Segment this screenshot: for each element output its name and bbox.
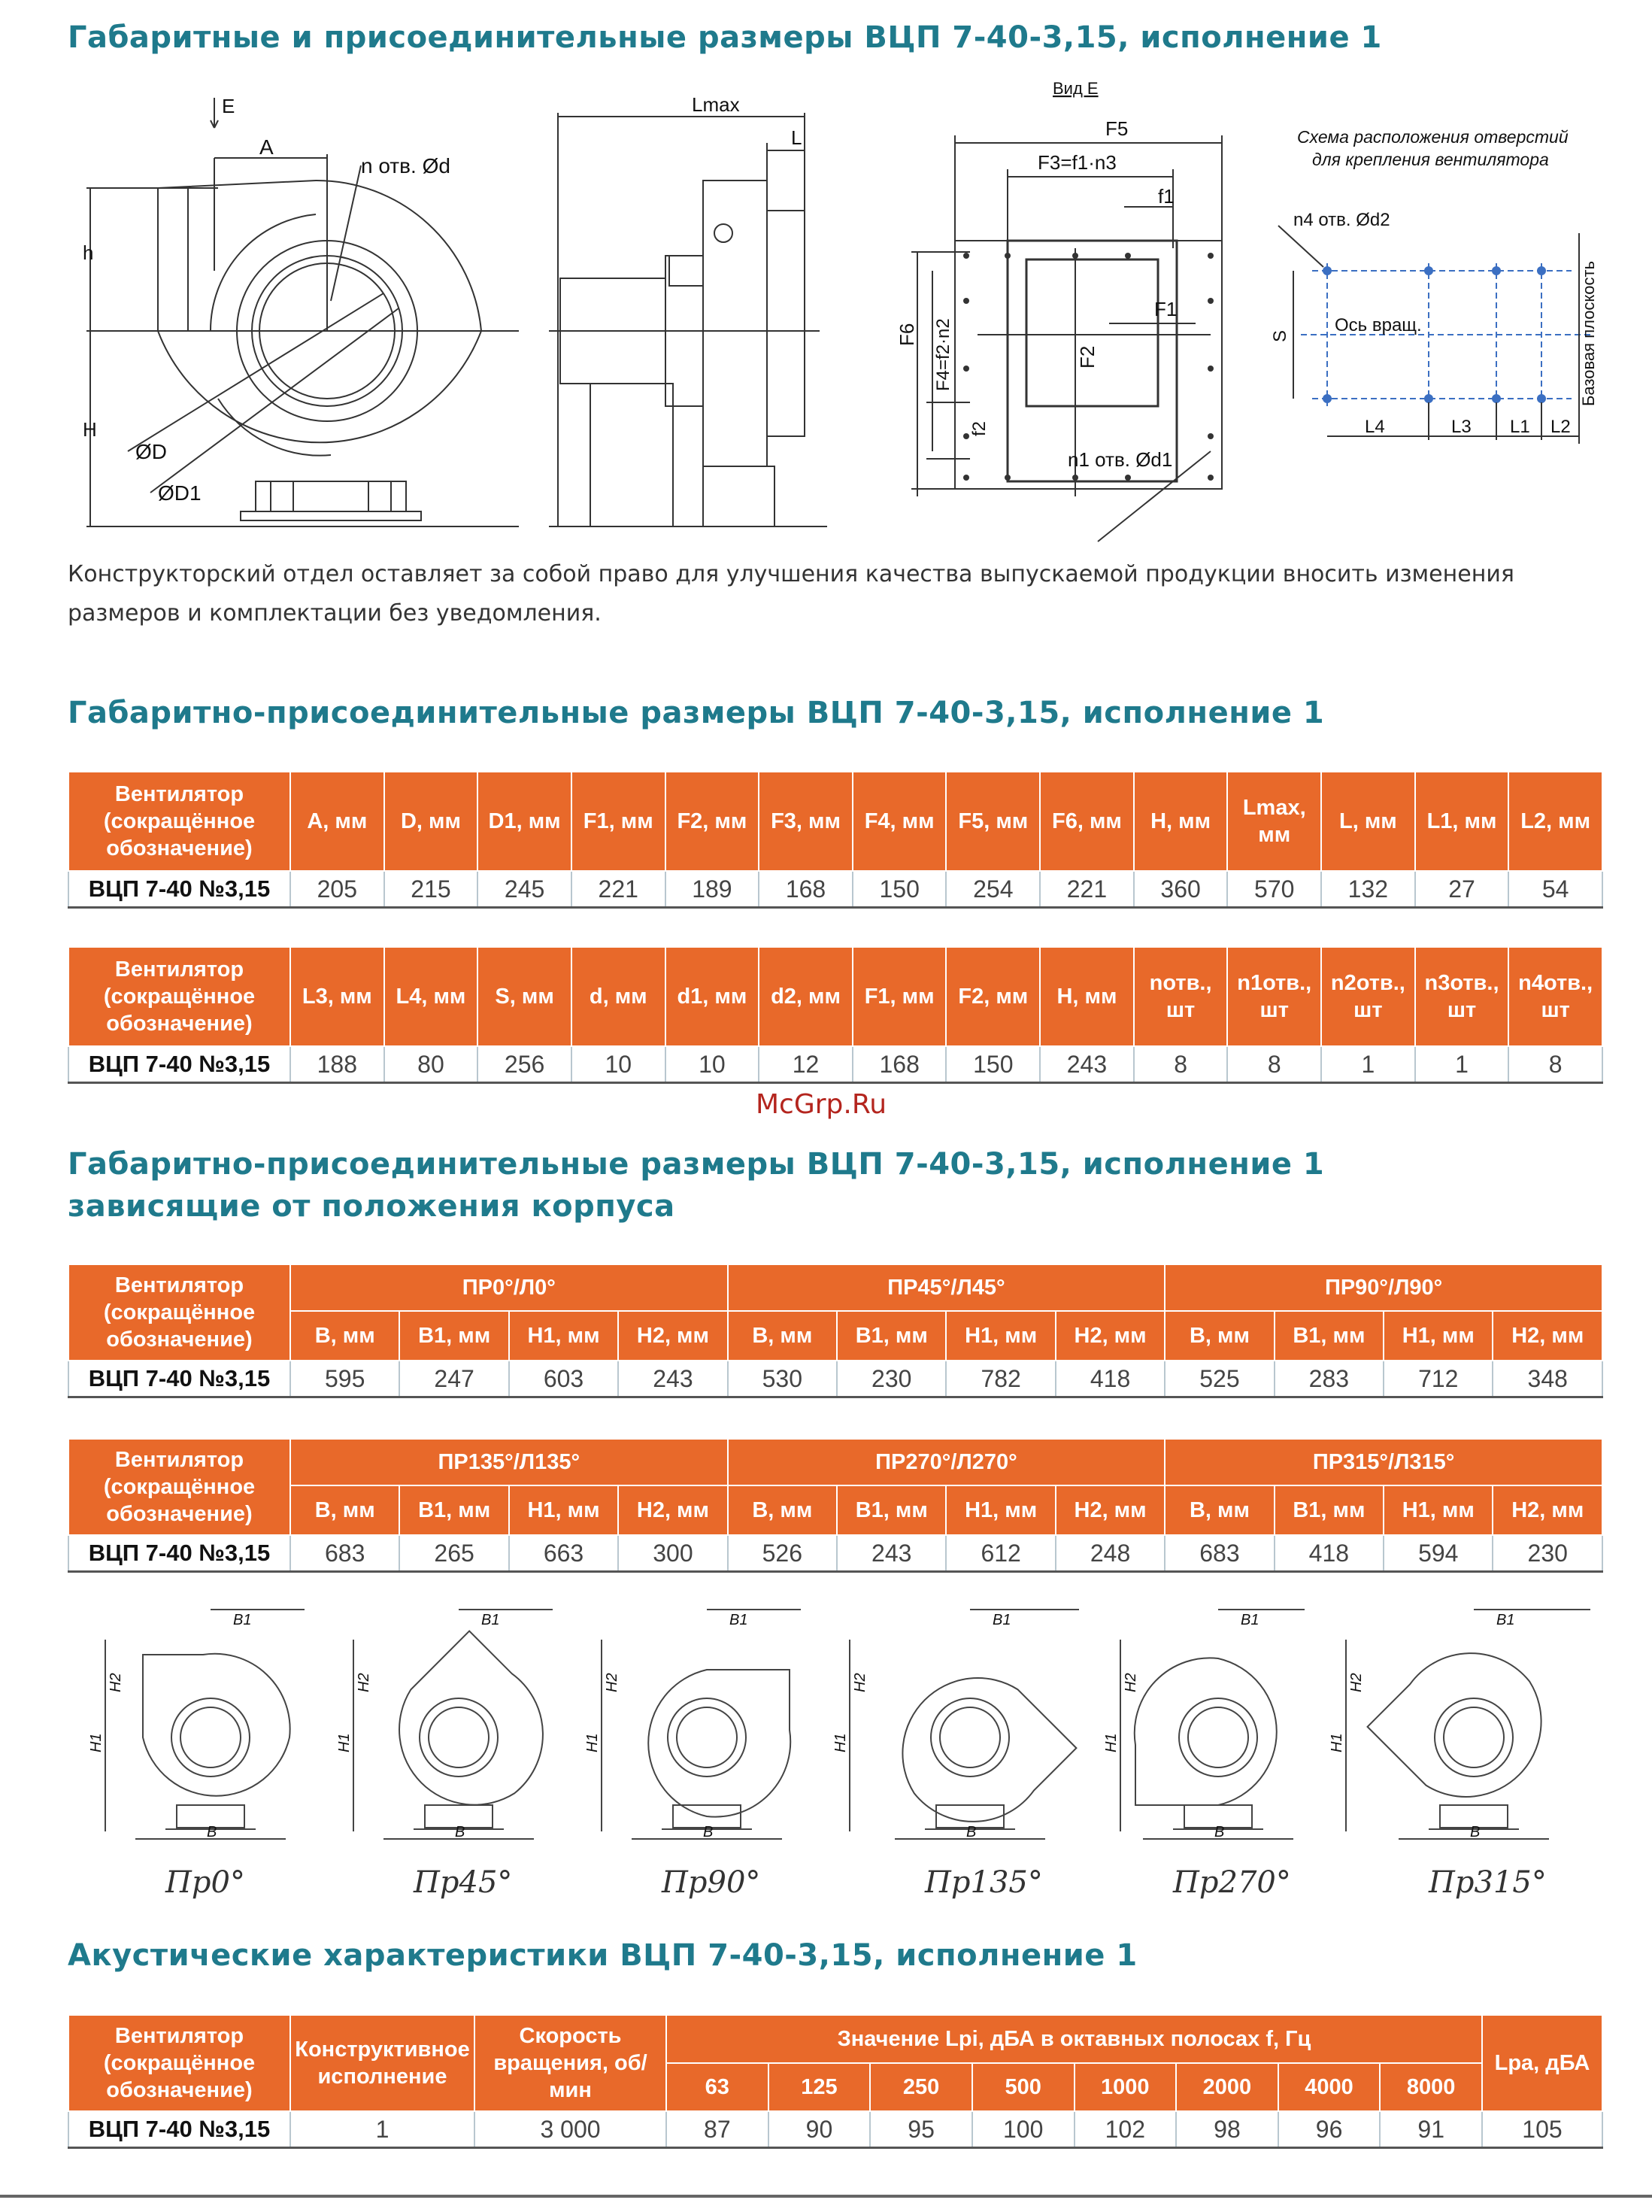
table-header-row [68,1311,1602,1361]
n4-holes-label: n4 отв. Ød2 [1293,210,1390,230]
disclaimer-note: Конструкторский отдел оставляет за собой право для улучшения качества выпускаемой продукции вносить изменения размеров и комплектации без уведомления. [68,561,1514,627]
cell-value: 8 [1227,1046,1321,1083]
fan-side-drawing [549,90,835,549]
cell-value: 168 [853,1046,947,1083]
position-drawing [1105,1602,1316,1850]
cell-value: 254 [946,871,1040,908]
cell-value: 683 [290,1535,399,1572]
cell-value: 243 [837,1535,946,1572]
lmax-label: Lmax [692,93,740,116]
cell-fan-name: ВЦП 7-40 №3,15 [68,1046,290,1083]
h2-label: H2 [604,1673,620,1692]
col-header: n3отв., шт [1415,947,1509,1046]
a-label: A [259,135,274,159]
col-header: B1, мм [1275,1311,1384,1361]
col-speed: Скорость вращения, об/мин [474,2015,666,2111]
col-lpa: Lpa, дБА [1482,2015,1602,2111]
col-frequency: 500 [972,2063,1075,2111]
cell-value: 96 [1278,2111,1381,2148]
cell-lpa: 105 [1482,2111,1602,2148]
l1-label: L1 [1510,417,1530,437]
col-header: H1, мм [1384,1311,1493,1361]
table-header-row [68,947,1602,1046]
col-header: H1, мм [509,1485,618,1535]
cell-value: 243 [1040,1046,1134,1083]
scheme-title-2: для крепления вентилятора [1312,150,1549,169]
h2-label: H2 [356,1673,372,1692]
cell-value: 221 [571,871,665,908]
position-drawing [90,1602,316,1850]
acoustic-table [68,2014,1603,2149]
cell-value: 10 [571,1046,665,1083]
col-header: F2, мм [665,772,759,871]
cell-value: 530 [728,1361,837,1397]
h1-label: H1 [832,1733,849,1752]
h-label: h [83,241,94,264]
F4-label: F4=f2·n2 [933,318,953,391]
cell-value: 603 [509,1361,618,1397]
dimensions-table-2 [68,946,1603,1084]
col-fan-name: Вентилятор (сокращённое обозначение) [68,772,290,871]
position-drawing [832,1602,1090,1850]
col-header: H1, мм [509,1311,618,1361]
bottom-divider [0,2195,1652,2198]
b1-label: B1 [1241,1612,1259,1628]
cell-value: 98 [1176,2111,1278,2148]
cell-value: 283 [1275,1361,1384,1397]
cell-value: 1 [1415,1046,1509,1083]
position-table-1 [68,1264,1603,1398]
cell-value: 100 [972,2111,1075,2148]
col-frequency: 250 [870,2063,972,2111]
col-group-position: ПР315°/Л315° [1165,1439,1602,1485]
d1-label: ØD1 [158,481,202,505]
col-execution: Конструктивное исполнение [290,2015,474,2111]
col-header: H1, мм [946,1311,1055,1361]
cell-value: 150 [853,871,947,908]
col-frequency: 1000 [1075,2063,1177,2111]
table-group-row [68,1439,1602,1485]
cell-value: 80 [384,1046,478,1083]
f5-label: F5 [1105,117,1129,140]
cell-value: 245 [477,871,571,908]
col-fan-name: Вентилятор (сокращённое обозначение) [68,1264,290,1361]
table-group-row [68,1264,1602,1311]
cell-value: 782 [946,1361,1055,1397]
f2-small-label: f2 [969,420,990,436]
col-header: B, мм [728,1485,837,1535]
b-label: B [1214,1824,1225,1840]
col-frequency: 2000 [1176,2063,1278,2111]
cell-value: 712 [1384,1361,1493,1397]
position-caption: Пр90° [662,1865,761,1900]
cell-value: 168 [759,871,853,908]
h1-label: H1 [1103,1733,1120,1752]
cell-value: 87 [666,2111,768,2148]
cell-value: 525 [1165,1361,1274,1397]
col-header: Lmax, мм [1227,772,1321,871]
col-header: B1, мм [837,1311,946,1361]
view-e-label: Вид Е [1053,79,1099,98]
cell-value: 54 [1508,871,1602,908]
col-header: B, мм [728,1311,837,1361]
col-header: H, мм [1134,772,1228,871]
col-fan-name: Вентилятор (сокращённое обозначение) [68,947,290,1046]
cell-value: 265 [399,1535,508,1572]
table-header-row [68,772,1602,871]
position-drawing [584,1602,812,1850]
cell-value: 189 [665,871,759,908]
cell-value: 612 [946,1535,1055,1572]
cell-value: 256 [477,1046,571,1083]
col-header: A, мм [290,772,384,871]
table-row [68,1535,1602,1572]
position-caption: Пр315° [1429,1865,1547,1900]
col-header: n1отв., шт [1227,947,1321,1046]
cell-value: 27 [1415,871,1509,908]
col-header: H, мм [1040,947,1134,1046]
n1-holes-label: n1 отв. Ød1 [1068,448,1173,471]
col-fan-name: Вентилятор (сокращённое обозначение) [68,1439,290,1535]
col-header: F5, мм [946,772,1040,871]
position-table-2 [68,1438,1603,1573]
cell-value: 8 [1134,1046,1228,1083]
col-frequency: 125 [768,2063,871,2111]
col-header: H2, мм [1493,1485,1602,1535]
col-header: H1, мм [946,1485,1055,1535]
l-label: L [791,126,802,149]
cell-value: 300 [618,1535,727,1572]
col-frequency: 4000 [1278,2063,1381,2111]
h1-label: H1 [336,1733,353,1752]
b-label: B [966,1824,977,1840]
b1-label: B1 [729,1612,748,1628]
col-header: d2, мм [759,947,853,1046]
position-drawing [338,1602,564,1850]
col-group-position: ПР270°/Л270° [728,1439,1165,1485]
cell-value: 95 [870,2111,972,2148]
col-band-group: Значение Lpi, дБА в октавных полосах f, Гц [666,2015,1482,2063]
F1-label: F1 [1154,298,1178,320]
col-header: D, мм [384,772,478,871]
col-header: S, мм [477,947,571,1046]
col-header: B1, мм [1275,1485,1384,1535]
table-row [68,2111,1602,2148]
cell-value: 188 [290,1046,384,1083]
col-header: H2, мм [1056,1311,1165,1361]
col-header: B1, мм [399,1485,508,1535]
col-header: n4отв., шт [1508,947,1602,1046]
col-header: B, мм [1165,1485,1274,1535]
cell-value: 150 [946,1046,1040,1083]
cell-value: 1 [1321,1046,1415,1083]
cell-value: 663 [509,1535,618,1572]
col-frequency: 63 [666,2063,768,2111]
cell-value: 594 [1384,1535,1493,1572]
F2-label: F2 [1076,345,1099,369]
table-row [68,1046,1602,1083]
cell-execution: 1 [290,2111,474,2148]
h1-label: H1 [1329,1733,1345,1752]
col-header: d, мм [571,947,665,1046]
title-position-dims-sub: зависящие от положения корпуса [68,1189,675,1224]
cell-value: 595 [290,1361,399,1397]
axis-label: Ось вращ. [1335,315,1422,335]
col-header: F4, мм [853,772,947,871]
col-header: B1, мм [399,1311,508,1361]
col-header: n2отв., шт [1321,947,1415,1046]
cell-value: 132 [1321,871,1415,908]
position-caption: Пр135° [925,1865,1043,1900]
h1-label: H1 [584,1733,601,1752]
h2-label: H2 [852,1673,868,1692]
watermark: McGrp.Ru [756,1089,887,1120]
col-header: L1, мм [1415,772,1509,871]
cell-fan-name: ВЦП 7-40 №3,15 [68,2111,290,2148]
l3-label: L3 [1451,417,1472,437]
col-header: F2, мм [946,947,1040,1046]
cell-value: 230 [1493,1535,1602,1572]
col-header: H2, мм [618,1311,727,1361]
cell-fan-name: ВЦП 7-40 №3,15 [68,1535,290,1572]
title-acoustic: Акустические характеристики ВЦП 7-40-3,15, исполнение 1 [68,1938,1138,1973]
cell-value: 8 [1508,1046,1602,1083]
col-header: L4, мм [384,947,478,1046]
cell-value: 418 [1056,1361,1165,1397]
b1-label: B1 [481,1612,500,1628]
b-label: B [455,1824,465,1840]
b-label: B [703,1824,714,1840]
cell-value: 248 [1056,1535,1165,1572]
b1-label: B1 [233,1612,252,1628]
cell-value: 90 [768,2111,871,2148]
title-dimensions: Габаритные и присоединительные размеры ВЦП 7-40-3,15, исполнение 1 [68,20,1382,55]
col-fan-name: Вентилятор (сокращённое обозначение) [68,2015,290,2111]
title-connection-dims: Габаритно-присоединительные размеры ВЦП 7-40-3,15, исполнение 1 [68,696,1325,730]
h1-label: H1 [88,1733,105,1752]
col-header: F3, мм [759,772,853,871]
col-group-position: ПР90°/Л90° [1165,1264,1602,1311]
h2-label: H2 [1348,1673,1365,1692]
cell-value: 10 [665,1046,759,1083]
b-label: B [207,1824,217,1840]
cell-value: 418 [1275,1535,1384,1572]
title-position-dims: Габаритно-присоединительные размеры ВЦП 7-40-3,15, исполнение 1 [68,1147,1325,1182]
table-group-row [68,2015,1602,2063]
col-header: nотв., шт [1134,947,1228,1046]
base-plane-label: Базовая плоскость [1579,260,1598,406]
col-header: B1, мм [837,1485,946,1535]
cell-fan-name: ВЦП 7-40 №3,15 [68,871,290,908]
cell-value: 221 [1040,871,1134,908]
col-header: L, мм [1321,772,1415,871]
cell-value: 683 [1165,1535,1274,1572]
s-label: S [1270,329,1290,342]
cell-speed: 3 000 [474,2111,666,2148]
cell-value: 12 [759,1046,853,1083]
cell-value: 247 [399,1361,508,1397]
h2-label: H2 [1123,1673,1139,1692]
cell-value: 215 [384,871,478,908]
col-header: F1, мм [571,772,665,871]
col-header: H2, мм [618,1485,727,1535]
position-drawing [1331,1602,1602,1850]
table-row [68,871,1602,908]
fan-front-drawing [68,83,519,549]
col-group-position: ПР0°/Л0° [290,1264,728,1311]
col-header: H1, мм [1384,1485,1493,1535]
col-header: d1, мм [665,947,759,1046]
cell-value: 360 [1134,871,1228,908]
dimensions-table-1 [68,771,1603,909]
d-label: ØD [135,440,167,463]
cell-value: 230 [837,1361,946,1397]
table-header-row [68,1485,1602,1535]
col-header: H2, мм [1493,1311,1602,1361]
cell-value: 526 [728,1535,837,1572]
cell-fan-name: ВЦП 7-40 №3,15 [68,1361,290,1397]
table-row [68,1361,1602,1397]
col-header: L3, мм [290,947,384,1046]
scheme-title-1: Схема расположения отверстий [1297,127,1569,147]
n-holes-label: n отв. Ød [361,154,450,178]
col-header: H2, мм [1056,1485,1165,1535]
e-label: E [222,95,235,117]
hole-scheme-drawing [1271,120,1609,466]
position-caption: Пр45° [414,1865,513,1900]
flange-view-drawing [895,75,1256,496]
cell-value: 205 [290,871,384,908]
col-header: B, мм [290,1485,399,1535]
col-header: F6, мм [1040,772,1134,871]
b1-label: B1 [1496,1612,1515,1628]
col-header: B, мм [1165,1311,1274,1361]
position-caption: Пр270° [1173,1865,1291,1900]
b1-label: B1 [993,1612,1011,1628]
col-header: D1, мм [477,772,571,871]
col-header: B, мм [290,1311,399,1361]
col-frequency: 8000 [1380,2063,1482,2111]
F6-label: F6 [896,323,918,346]
H-label: H [83,418,97,441]
col-group-position: ПР135°/Л135° [290,1439,728,1485]
f1-small-label: f1 [1158,185,1175,208]
cell-value: 348 [1493,1361,1602,1397]
position-caption: Пр0° [165,1865,245,1900]
col-header: L2, мм [1508,772,1602,871]
b-label: B [1470,1824,1481,1840]
col-group-position: ПР45°/Л45° [728,1264,1165,1311]
cell-value: 243 [618,1361,727,1397]
l2-label: L2 [1550,417,1571,437]
cell-value: 91 [1380,2111,1482,2148]
l4-label: L4 [1365,417,1385,437]
cell-value: 570 [1227,871,1321,908]
h2-label: H2 [108,1673,124,1692]
cell-value: 102 [1075,2111,1177,2148]
f3-label: F3=f1·n3 [1038,151,1117,174]
col-header: F1, мм [853,947,947,1046]
